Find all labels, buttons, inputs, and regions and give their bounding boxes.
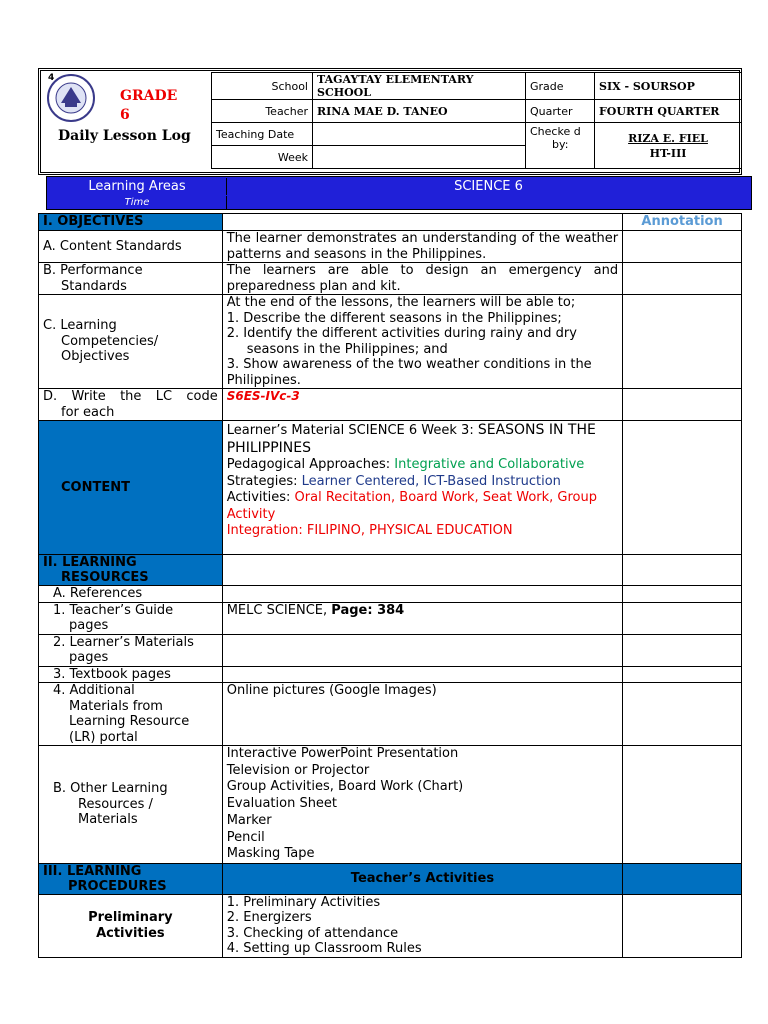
comp-item-1: 1. Describe the different seasons in the Philippines; — [226, 310, 562, 326]
list-item: 3. Checking of attendance — [226, 925, 399, 941]
teacher-activities-heading: Teacher’s Activities — [222, 863, 622, 894]
lesson-log-table — [38, 213, 742, 958]
list-item: Masking Tape — [226, 846, 315, 862]
objectives-heading: I. OBJECTIVES — [39, 214, 223, 231]
annotation-cell — [623, 555, 742, 586]
learning-areas-label: Learning Areas — [48, 178, 227, 195]
learners-materials-value — [222, 634, 622, 666]
quarter-value: FOURTH QUARTER — [595, 100, 742, 123]
annotation-cell — [623, 602, 742, 634]
tg-label-1: 1. Teacher’s Guide — [53, 602, 174, 618]
pedagogy-label: Pedagogical Approaches: — [226, 457, 395, 472]
content-standards-value: The learner demonstrates an understanding of the weather patterns and seasons in the Philippines. — [222, 231, 622, 263]
olr-label-3: Materials — [78, 812, 138, 828]
comp-item-2a: 2. Identify the different activities during rainy and dry — [226, 326, 577, 341]
checker-name: RIZA E. FIEL — [628, 131, 708, 145]
references-blank — [222, 586, 622, 603]
lc-label-2: for each — [61, 404, 115, 420]
annotation-cell — [623, 231, 742, 263]
prelim-label-1: Preliminary — [88, 910, 173, 926]
content-heading: CONTENT — [39, 421, 223, 555]
activities-value: Oral Recitation, Board Work, Seat Work, Group Activity — [226, 490, 597, 522]
lm-label-2: pages — [69, 650, 109, 665]
other-resources-label — [39, 746, 223, 864]
header-info-table — [211, 72, 742, 169]
list-item: Group Activities, Board Work (Chart) — [226, 779, 464, 795]
content-lm-line — [227, 421, 618, 457]
proc-heading-2: PROCEDURES — [68, 878, 167, 894]
integration-line: Integration: FILIPINO, PHYSICAL EDUCATION — [226, 523, 513, 538]
am-label-1: 4. Additional — [53, 683, 135, 698]
checker-cell — [595, 123, 742, 169]
grade-number: 6 — [120, 107, 130, 123]
annotation-cell — [623, 421, 742, 555]
grade-value: SIX - SOURSOP — [595, 73, 742, 100]
checker-title: HT-III — [649, 146, 687, 160]
olr-label-2: Resources / — [78, 796, 153, 812]
annotation-cell — [623, 634, 742, 666]
textbook-value — [222, 666, 622, 683]
pedagogy-value: Integrative and Collaborative — [394, 457, 585, 472]
grade-title: GRADE — [120, 88, 178, 104]
textbook-label: 3. Textbook pages — [39, 666, 223, 683]
quarter-label: Quarter — [526, 100, 595, 123]
week-value — [313, 146, 526, 169]
performance-value: The learners are able to design an emergency and preparedness plan and kit. — [222, 263, 622, 295]
annotation-cell — [623, 666, 742, 683]
competencies-label-3: Objectives — [61, 349, 130, 365]
other-resources-value — [222, 746, 622, 864]
grade-field-label: Grade — [526, 73, 595, 100]
comp-intro: At the end of the lessons, the learners will be able to; — [226, 295, 576, 310]
teaching-date-value — [313, 123, 526, 146]
activities-line — [227, 490, 618, 523]
tg-value: MELC SCIENCE, — [226, 602, 332, 618]
annotation-cell — [623, 746, 742, 864]
page-title: Daily Lesson Log — [58, 128, 191, 144]
school-value: TAGAYTAY ELEMENTARY SCHOOL — [313, 73, 526, 100]
content-standards-label: A. Content Standards — [39, 231, 223, 263]
references-label: A. References — [39, 586, 223, 603]
strategies-value: Learner Centered, ICT-Based Instruction — [301, 473, 561, 489]
list-item: 2. Energizers — [226, 910, 312, 926]
content-topic: SEASONS IN THE PHILIPPINES — [226, 422, 596, 456]
content-lm: Learner’s Material SCIENCE 6 Week 3: — [226, 423, 478, 438]
corner-number: 4 — [48, 73, 55, 83]
additional-materials-value: Online pictures (Google Images) — [222, 683, 622, 746]
list-item: Television or Projector — [226, 762, 370, 778]
comp-item-2b: seasons in the Philippines; and — [246, 341, 448, 357]
teachers-guide-label — [39, 602, 223, 634]
annotation-heading: Annotation — [623, 214, 742, 231]
checked-label — [526, 123, 595, 169]
competencies-label-1: C. Learning — [43, 318, 117, 334]
am-label-2: Materials from — [69, 698, 163, 714]
time-label: Time — [48, 196, 227, 209]
teaching-date-label: Teaching Date — [212, 123, 313, 146]
list-item: Evaluation Sheet — [226, 796, 338, 812]
lr-heading-2: RESOURCES — [61, 570, 149, 585]
annotation-cell — [623, 263, 742, 295]
performance-label — [39, 263, 223, 295]
competencies-value — [222, 295, 622, 389]
lc-label-1: D. Write the LC code — [43, 389, 218, 404]
week-label: Week — [212, 146, 313, 169]
am-label-4: (LR) portal — [69, 729, 138, 745]
tg-page: Page: 384 — [331, 602, 405, 618]
lm-label-1: 2. Learner’s Materials — [53, 634, 194, 650]
list-item: Interactive PowerPoint Presentation — [226, 746, 459, 761]
learning-resources-heading — [39, 555, 223, 586]
comp-item-3: 3. Show awareness of the two weather conditions in the Philippines. — [226, 357, 592, 388]
procedures-heading — [39, 863, 223, 894]
teacher-value: RINA MAE D. TANEO — [313, 100, 526, 123]
lr-heading-1: II. LEARNING — [43, 555, 137, 570]
lc-code: S6ES-IVc-3 — [226, 389, 300, 403]
lr-blank — [222, 555, 622, 586]
learners-materials-label — [39, 634, 223, 666]
content-value — [222, 421, 622, 555]
proc-heading-1: III. LEARNING — [43, 863, 142, 879]
am-label-3: Learning Resource — [69, 714, 190, 729]
performance-label-2: Standards — [61, 278, 127, 294]
preliminary-value — [222, 894, 622, 957]
learning-areas-bar — [46, 176, 752, 210]
annotation-cell — [623, 863, 742, 894]
annotation-cell — [623, 295, 742, 389]
annotation-cell — [623, 894, 742, 957]
objectives-blank — [222, 214, 622, 231]
competencies-label-2: Competencies/ — [61, 333, 159, 349]
list-item: 4. Setting up Classroom Rules — [226, 941, 422, 957]
annotation-cell — [623, 586, 742, 603]
activities-label: Activities: — [226, 490, 295, 505]
olr-label-1: B. Other Learning — [53, 781, 168, 797]
checked-text: Checke d — [530, 125, 581, 138]
school-label: School — [212, 73, 313, 100]
preliminary-label — [39, 894, 223, 957]
lc-code-label — [39, 389, 223, 421]
teacher-label: Teacher — [212, 100, 313, 123]
tg-label-2: pages — [69, 618, 109, 633]
list-item: 1. Preliminary Activities — [226, 894, 381, 910]
teachers-guide-value — [222, 602, 622, 634]
annotation-cell — [623, 389, 742, 421]
checked-by: by: — [552, 138, 569, 151]
list-item: Marker — [226, 812, 272, 828]
strategies-line — [227, 474, 618, 491]
performance-label-1: B. Performance — [43, 263, 143, 278]
lc-code-value — [222, 389, 622, 421]
competencies-label — [39, 295, 223, 389]
prelim-label-2: Activities — [96, 925, 165, 941]
annotation-cell — [623, 683, 742, 746]
pedagogy-line — [227, 457, 618, 474]
strategies-label: Strategies: — [226, 473, 302, 489]
additional-materials-label — [39, 683, 223, 746]
learning-areas-value: SCIENCE 6 — [454, 179, 523, 194]
list-item: Pencil — [226, 829, 265, 845]
